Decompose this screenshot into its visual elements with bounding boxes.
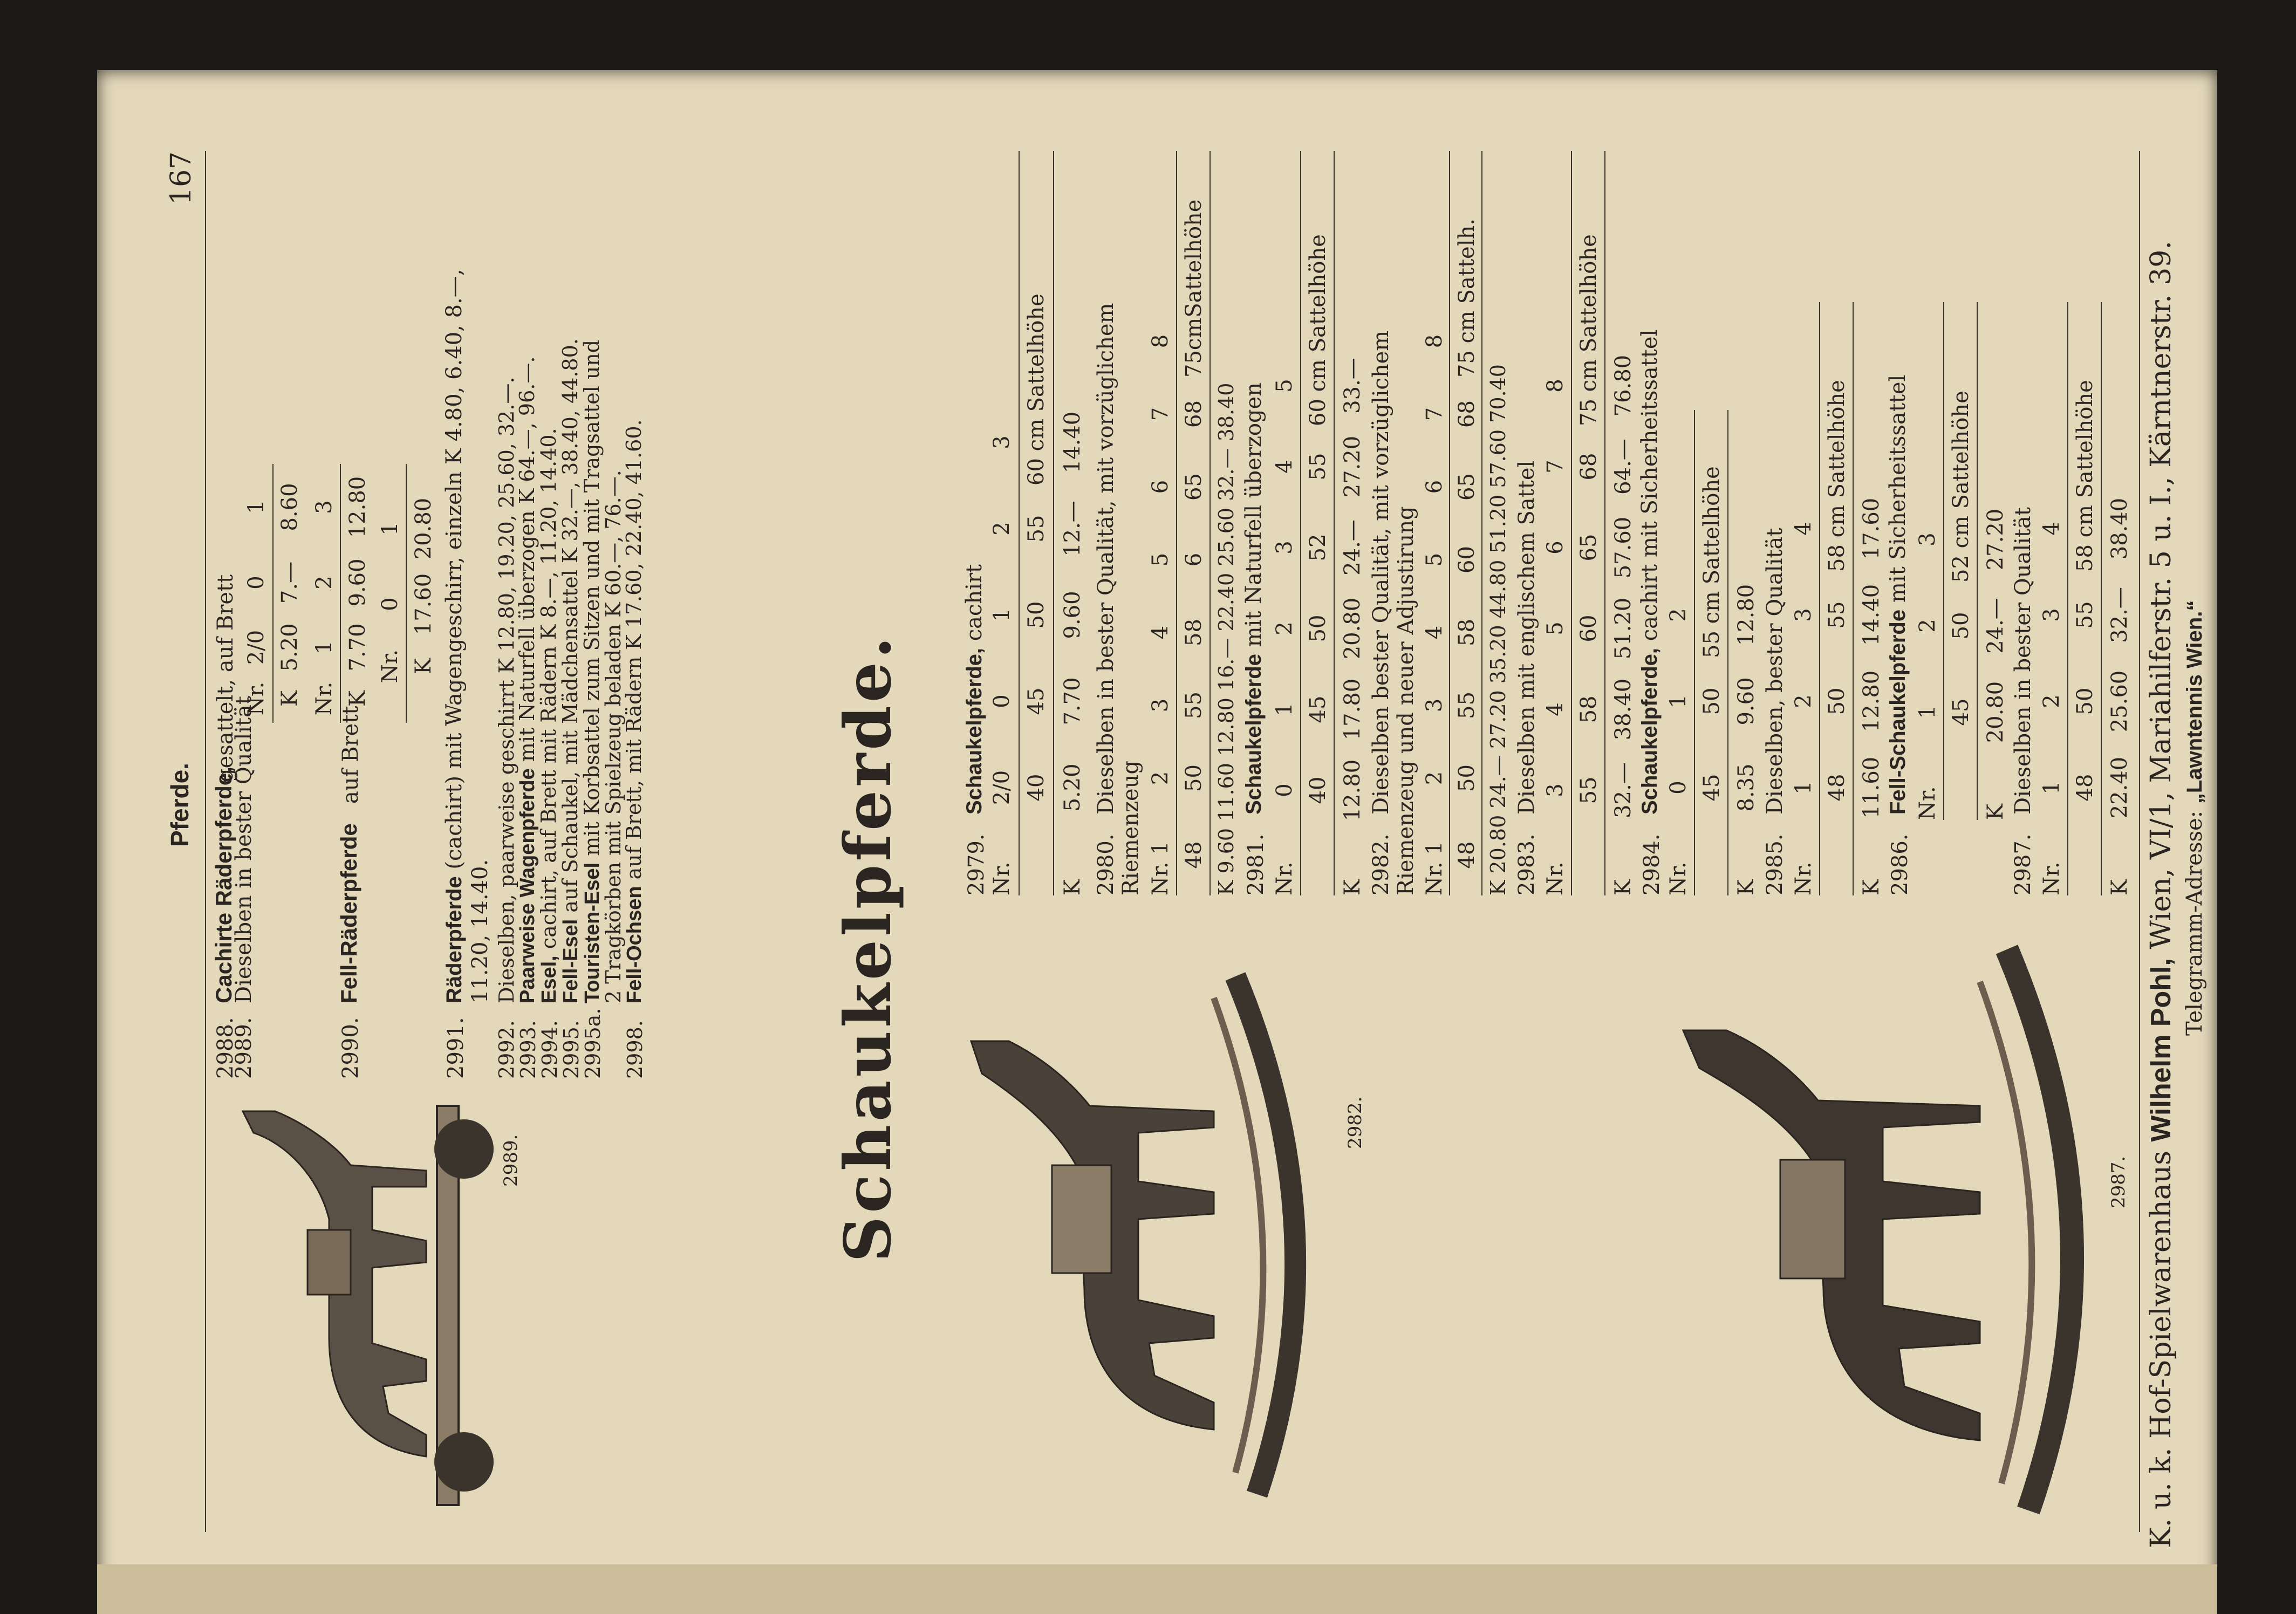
page-number: 167 (165, 151, 197, 205)
table-2990-nr: Nr. 0 1 (378, 522, 402, 683)
running-head: Pferde. (166, 763, 194, 847)
section-title: Schaukelpferde. (830, 633, 905, 1262)
header-rule (205, 151, 206, 1532)
rotated-page-content: Pferde. 167 2989. 2988. Cachirte Räderpferde, gesattelt, auf Brett Nr. 2/0 0 1 K 5.20 7.— 8.60 2989. Dieselben in bester Qualität Nr. 1 2 3 K 7.70 9.60 12.80 2990. Fell-Räderpferde auf Brett Nr. 0 1 K 17.60 20.80 2991. Räderpferde (cachirt) mit Wagengeschirr, einzeln K 4.80, 6.40, 8.—, 11.20, 14.40. 2992. Dieselben, paarweise geschirrt K 12.80, 19.20, 25.60, 32.—. 2993. Paarweise Wagenpferde mit Naturfell überzogen K 64.—, 96.—. 2994. Esel, cachirt, auf Brett mit Rädern K 8.—, 11.20, 14.40. 2995. Fell-Esel auf Schaukel, mit Mädchensattel K 32.—, 38.40, 44.80. 2995a. Touristen-Esel mit Korbsattel zum Sitzen und mit Tragsattel und 2 Tragkörben mit Spielzeug beladen K 60.—, 76.—. 2998. Fell-Ochsen auf Brett, mit Rädern K 17.60, 22.40, 41.60. Schaukelpferde. 2982. 2987. 2979. Schaukelpferde, cachirt Nr. 2/0 0 1 2 3 40 45 50 55 60 cm Sattelhöhe K 5.20 7.70 9.60 12.— 14.40 2980. Dieselben in bester Qualität, mit vorzüglichem Riemenzeug Nr. 1 2 3 4 5 6 7 8 48 50 55 58 6 65 68 75cmSattelhöhe K 9.60 11.60 12.80 16.— 22.40 25.60 32.— 38.40 2981. Schaukelpferde mit Naturfell überzogen Nr. 0 1 2 3 4 5 40 45 50 52 55 60 cm Sattelhöhe K 12.80 17.80 20.80 24.— 27.20 33.— 2982. Dieselben bester Qualität, mit vorzüglichem Riemenzeug und neuer Adjustirung Nr. 1 2 3 4 5 6 7 8 48 50 55 58 60 65 68 75 cm Sattelh. K 20.80 24.— 27.20 35.20 44.80 51.20 57.60 70.40 2983. Dieselben mit englischem Sattel Nr. 3 4 5 6 7 8 55 58 60 65 68 75 cm Sattelhöhe K 32.— 38.40 51.20 57.60 64.— 76.80 2984. Schaukelpferde, cachirt mit Sicherheitssattel Nr. 0 1 2 45 50 55 cm Sattelhöhe K 8.35 9.60 12.80 2985. Dieselben, bester Qualität Nr. 1 2 3 4 48 50 55 58 cm Sattelhöhe K 11.60 12.80 14.40 17.60 2986. Fell-Schaukelpferde mit Sicherheitssattel Nr. 1 2 3 45 50 52 cm Sattelhöhe K 20.80 24.— 27.20 2987. Dieselben in bester Qualität Nr. 1 2 3 4 48 50 55 58 cm Sattelhöhe K 22.40 25.60 32.— 38.40 K. u. k. Hof-Spielwarenhaus Wilhelm Pohl, Wien, VI/1, Mariahilferstr. 5 u. I., Kärntnerstr. 39. Telegramm-Adresse: „Lawntennis Wien.“ (165, 151, 2207, 1548)
rocking-horse-illustration-2982 (933, 966, 1343, 1505)
rocking-horse-illustration-2987 (1629, 939, 2115, 1521)
caption-2982: 2982. (1344, 1096, 1366, 1149)
footer-rule (2139, 151, 2140, 1532)
table-2988-nr: Nr. 2/0 0 1 (244, 500, 269, 716)
caption-2987: 2987. (2108, 1155, 2129, 1208)
table-2988-k: K 5.20 7.— 8.60 (277, 483, 302, 707)
footer-address: K. u. k. Hof-Spielwarenhaus Wilhelm Pohl, Wien, VI/1, Mariahilferstr. 5 u. I., Kärntnerstr. 39. (2145, 241, 2177, 1548)
caption-2989: 2989. (500, 1134, 522, 1187)
footer-telegram: Telegramm-Adresse: „Lawntennis Wien.“ (2182, 600, 2207, 1036)
table-2989-nr: Nr. 1 2 3 (312, 500, 337, 716)
wheeled-horse-illustration (210, 1090, 502, 1521)
table-2990-k: K 17.60 20.80 (411, 497, 436, 674)
table-2989-k: K 7.70 9.60 12.80 (345, 476, 370, 707)
previous-page-strip (97, 1564, 2217, 1614)
